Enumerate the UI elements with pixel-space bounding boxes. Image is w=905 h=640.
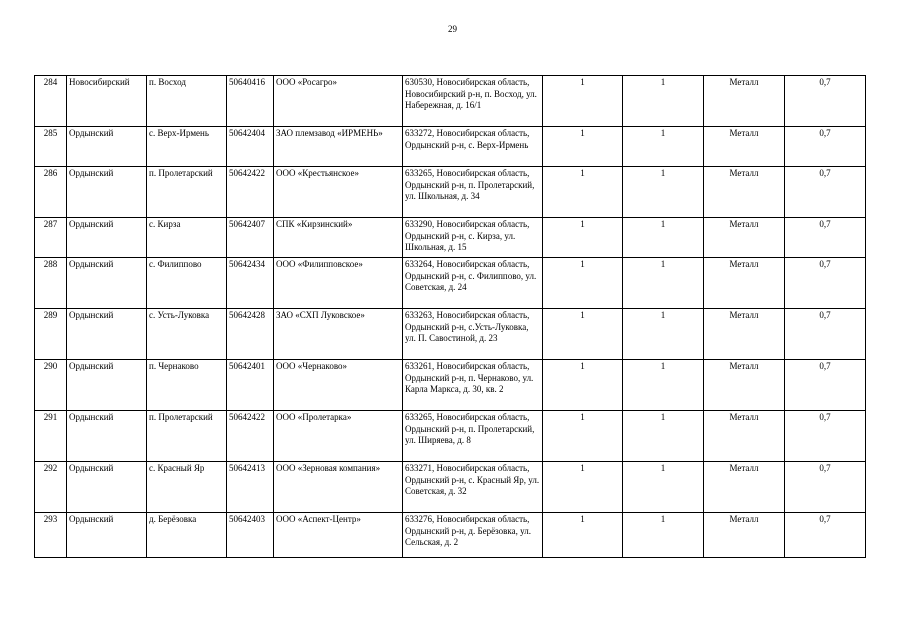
cell-settlement: с. Кирза: [147, 218, 227, 258]
registry-table: [34, 75, 866, 558]
cell-quantity-1: 1: [543, 167, 623, 218]
table-row: [35, 127, 866, 167]
cell-district: Ордынский: [67, 360, 147, 411]
table-row: [35, 513, 866, 558]
cell-quantity-1: 1: [543, 127, 623, 167]
cell-quantity-2: 1: [623, 218, 704, 258]
table-row: [35, 258, 866, 309]
cell-district: Ордынский: [67, 218, 147, 258]
cell-oktmo-code: 50642407: [227, 218, 274, 258]
cell-material: Металл: [704, 167, 785, 218]
cell-address: 633276, Новосибирская область, Ордынский р-н, д. Берёзовка, ул. Сельская, д. 2: [403, 513, 543, 558]
cell-oktmo-code: 50640416: [227, 76, 274, 127]
cell-organization: ООО «Аспект-Центр»: [274, 513, 403, 558]
cell-district: Ордынский: [67, 258, 147, 309]
table-row: [35, 76, 866, 127]
cell-address: 633271, Новосибирская область, Ордынский р-н, с. Красный Яр, ул. Советская, д. 32: [403, 462, 543, 513]
cell-material: Металл: [704, 127, 785, 167]
cell-address: 630530, Новосибирская область, Новосибирский р-н, п. Восход, ул. Набережная, д. 16/1: [403, 76, 543, 127]
cell-oktmo-code: 50642404: [227, 127, 274, 167]
cell-organization: ООО «Крестьянское»: [274, 167, 403, 218]
cell-organization: ООО «Росагро»: [274, 76, 403, 127]
cell-settlement: с. Красный Яр: [147, 462, 227, 513]
cell-row-number: 286: [35, 167, 67, 218]
cell-row-number: 292: [35, 462, 67, 513]
cell-row-number: 291: [35, 411, 67, 462]
cell-quantity-2: 1: [623, 513, 704, 558]
cell-district: Ордынский: [67, 309, 147, 360]
cell-material: Металл: [704, 462, 785, 513]
table-row: [35, 218, 866, 258]
cell-organization: ООО «Филипповское»: [274, 258, 403, 309]
cell-oktmo-code: 50642403: [227, 513, 274, 558]
cell-oktmo-code: 50642422: [227, 411, 274, 462]
cell-material: Металл: [704, 513, 785, 558]
cell-material: Металл: [704, 76, 785, 127]
cell-quantity-1: 1: [543, 218, 623, 258]
cell-material: Металл: [704, 411, 785, 462]
cell-row-number: 287: [35, 218, 67, 258]
cell-value: 0,7: [785, 167, 866, 218]
cell-district: Ордынский: [67, 411, 147, 462]
cell-value: 0,7: [785, 513, 866, 558]
cell-settlement: п. Восход: [147, 76, 227, 127]
cell-value: 0,7: [785, 360, 866, 411]
cell-row-number: 290: [35, 360, 67, 411]
cell-row-number: 289: [35, 309, 67, 360]
table-row: [35, 167, 866, 218]
cell-settlement: д. Берёзовка: [147, 513, 227, 558]
cell-settlement: п. Пролетарский: [147, 167, 227, 218]
cell-district: Ордынский: [67, 462, 147, 513]
cell-quantity-2: 1: [623, 167, 704, 218]
cell-quantity-2: 1: [623, 127, 704, 167]
cell-quantity-2: 1: [623, 411, 704, 462]
cell-quantity-2: 1: [623, 76, 704, 127]
cell-value: 0,7: [785, 258, 866, 309]
cell-settlement: с. Верх-Ирмень: [147, 127, 227, 167]
cell-quantity-2: 1: [623, 360, 704, 411]
table-row: [35, 360, 866, 411]
cell-organization: СПК «Кирзинский»: [274, 218, 403, 258]
cell-organization: ЗАО «СХП Луковское»: [274, 309, 403, 360]
cell-oktmo-code: 50642413: [227, 462, 274, 513]
cell-quantity-1: 1: [543, 360, 623, 411]
cell-district: Ордынский: [67, 167, 147, 218]
cell-value: 0,7: [785, 462, 866, 513]
table-row: [35, 462, 866, 513]
cell-row-number: 293: [35, 513, 67, 558]
cell-value: 0,7: [785, 76, 866, 127]
cell-material: Металл: [704, 309, 785, 360]
cell-organization: ООО «Чернаково»: [274, 360, 403, 411]
page-number: 29: [448, 24, 457, 34]
cell-oktmo-code: 50642422: [227, 167, 274, 218]
cell-address: 633264, Новосибирская область, Ордынский р-н, с. Филиппово, ул. Советская, д. 24: [403, 258, 543, 309]
cell-quantity-1: 1: [543, 309, 623, 360]
cell-quantity-1: 1: [543, 76, 623, 127]
cell-organization: ЗАО племзавод «ИРМЕНЬ»: [274, 127, 403, 167]
cell-address: 633265, Новосибирская область, Ордынский р-н, п. Пролетарский, ул. Ширяева, д. 8: [403, 411, 543, 462]
cell-quantity-2: 1: [623, 309, 704, 360]
table-row: [35, 411, 866, 462]
cell-row-number: 284: [35, 76, 67, 127]
cell-quantity-1: 1: [543, 411, 623, 462]
cell-district: Ордынский: [67, 127, 147, 167]
cell-oktmo-code: 50642401: [227, 360, 274, 411]
cell-district: Новосибирский: [67, 76, 147, 127]
cell-oktmo-code: 50642428: [227, 309, 274, 360]
cell-value: 0,7: [785, 218, 866, 258]
cell-address: 633265, Новосибирская область, Ордынский р-н, п. Пролетарский, ул. Школьная, д. 34: [403, 167, 543, 218]
cell-row-number: 288: [35, 258, 67, 309]
cell-material: Металл: [704, 218, 785, 258]
cell-material: Металл: [704, 360, 785, 411]
cell-settlement: п. Чернаково: [147, 360, 227, 411]
cell-row-number: 285: [35, 127, 67, 167]
cell-district: Ордынский: [67, 513, 147, 558]
cell-address: 633261, Новосибирская область, Ордынский р-н, п. Чернаково, ул. Карла Маркса, д. 30, кв. 2: [403, 360, 543, 411]
cell-organization: ООО «Пролетарка»: [274, 411, 403, 462]
cell-material: Металл: [704, 258, 785, 309]
cell-quantity-2: 1: [623, 258, 704, 309]
cell-quantity-2: 1: [623, 462, 704, 513]
cell-address: 633272, Новосибирская область, Ордынский р-н, с. Верх-Ирмень: [403, 127, 543, 167]
cell-quantity-1: 1: [543, 258, 623, 309]
cell-value: 0,7: [785, 411, 866, 462]
cell-address: 633263, Новосибирская область, Ордынский р-н, с.Усть-Луковка, ул. П. Савостиной, д. 23: [403, 309, 543, 360]
table-row: [35, 309, 866, 360]
cell-oktmo-code: 50642434: [227, 258, 274, 309]
cell-quantity-1: 1: [543, 462, 623, 513]
cell-settlement: с. Усть-Луковка: [147, 309, 227, 360]
cell-organization: ООО «Зерновая компания»: [274, 462, 403, 513]
cell-address: 633290, Новосибирская область, Ордынский р-н, с. Кирза, ул. Школьная, д. 15: [403, 218, 543, 258]
cell-value: 0,7: [785, 309, 866, 360]
cell-value: 0,7: [785, 127, 866, 167]
cell-settlement: с. Филиппово: [147, 258, 227, 309]
table-body: [35, 76, 866, 558]
cell-settlement: п. Пролетарский: [147, 411, 227, 462]
cell-quantity-1: 1: [543, 513, 623, 558]
